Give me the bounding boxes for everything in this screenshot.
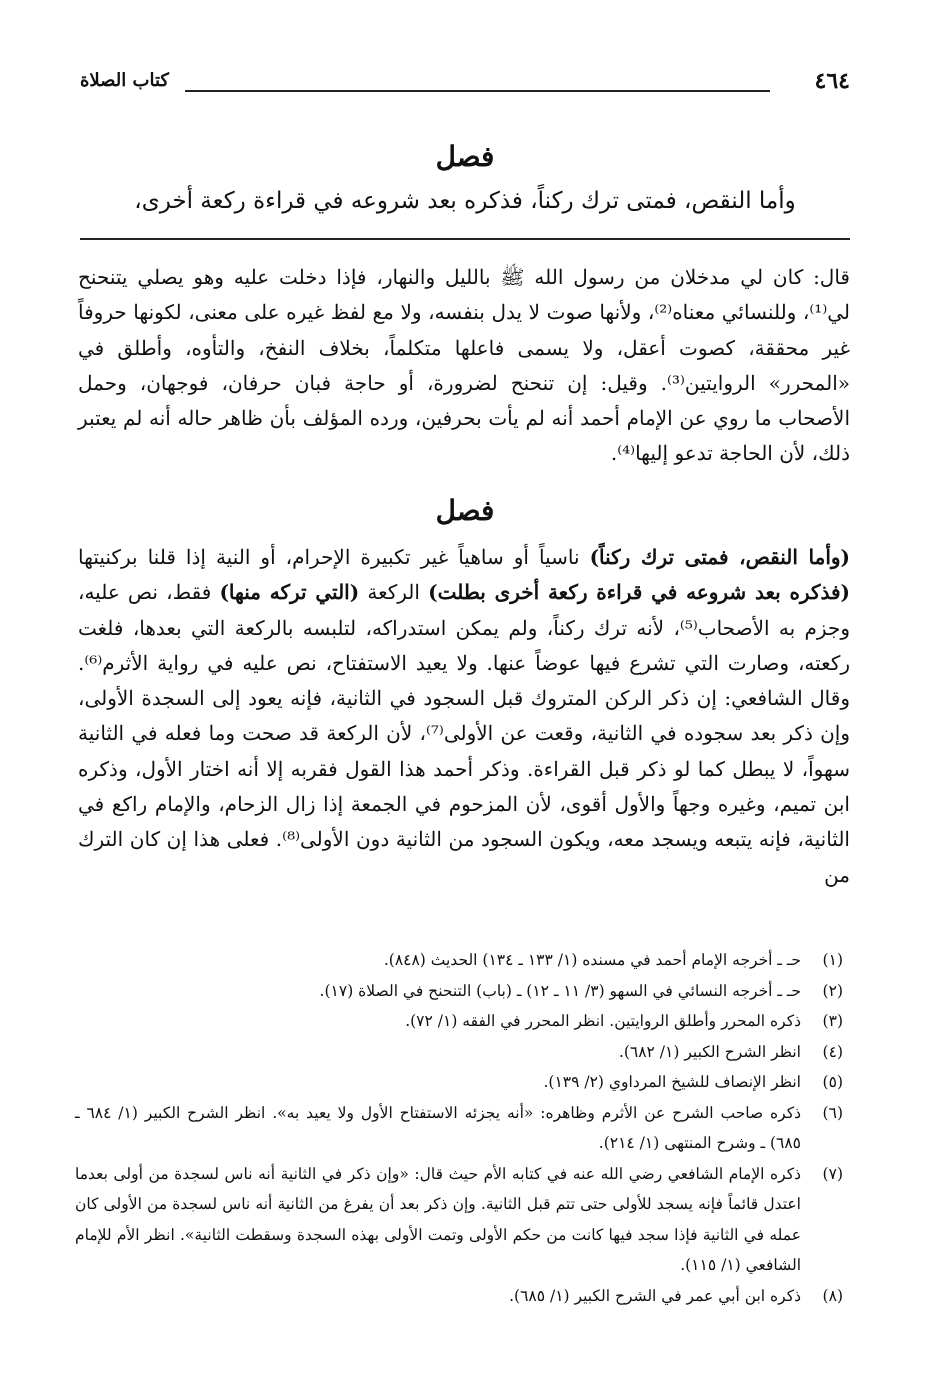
footnote-text: ذكره الإمام الشافعي رضي الله عنه في كتابه الأم حيث قال: «وإن ذكر في الثانية أنه ناس لسجدة من أولى بعدما اعتدل قائماً فإنه يسجد للأولى حتى تتم قبل الثانية. وإن ذكر بعد أن يفرغ من الثانية أنه ناس لسجدة من الأولى كان عمله في الثانية فإذا سجد فيها كانت من حكم الأولى وتمت الأولى بهذه السجدة وسقطت الثانية». انظر الأم للإمام الشافعي (١/ ١١٥). [75,1164,801,1274]
book-title: كتاب الصلاة [80,70,169,91]
footnote-text: حـ ـ أخرجه النسائي في السهو (٣/ ١١ ـ ١٢) ـ (باب) التنحنح في الصلاة (١٧). [319,981,801,1000]
footnote [75,1067,843,1098]
matn-segment: (وأما النقص، فمتى ترك ركناً) [589,545,851,569]
footnote-number: (٦) [822,1103,843,1122]
footnote-number: (٤) [822,1042,843,1061]
footnotes [75,945,843,1311]
footnote [75,1006,843,1037]
footnote-number: (٥) [822,1073,843,1091]
footnote-text: ذكره صاحب الشرح عن الأثرم وظاهره: «أنه يجزئه الاستفتاح الأول ولا يعيد به». انظر الشرح الكبير (١/ ٦٨٤ ـ ٦٨٥) ـ وشرح المنتهى (١/ ٢١٤). [75,1103,802,1152]
footnote [75,1098,843,1159]
footnote-text: ذكره المحرر وأطلق الروايتين. انظر المحرر في الفقه (١/ ٧٢). [405,1012,801,1030]
matn-text: وأما النقص، فمتى ترك ركناً، فذكره بعد شروعه في قراءة ركعة أخرى، [134,188,796,214]
commentary-paragraph-2 [78,540,850,893]
sharh-segment: ناسياً أو ساهياً غير تكبيرة الإحرام، أو النية إذا قلنا بركنيتها [78,545,590,569]
footnote [75,945,843,976]
page-number: ٤٦٤ [814,68,850,94]
footnote-number: (٢) [822,981,843,1000]
section-heading-2: فصل [435,494,495,527]
footnote-text: حـ ـ أخرجه الإمام أحمد في مسنده (١/ ١٣٣ ـ ١٣٤) الحديث (٨٤٨). [383,951,801,969]
footnote-text: انظر الشرح الكبير (١/ ٦٨٢). [618,1042,801,1061]
footnote-text: ذكره ابن أبي عمر في الشرح الكبير (١/ ٦٨٥). [509,1286,801,1305]
sharh-segment: فقط، نص عليه، وجزم به الأصحاب⁽⁵⁾، لأنه ترك ركناً، ولم يمكن استدراكه، لتلبسه بالركعة التي بعدها، فلغت ركعته، وصارت التي تشرع فيها عوضاً عنها. ولا يعيد الاستفتاح، نص عليه في رواية الأثرم⁽⁶⁾. وقال الشافعي: إن ذكر الركن المتروك قبل السجود في الثانية، فإنه يعود إلى السجدة الأولى، وإن ذكر بعد سجوده في الثانية، وقعت عن الأولى⁽⁷⁾، لأن الركعة قد صحت وما فعله في الثانية سهواً، لا يبطل كما لو ذكر قبل القراءة. وذكر أحمد هذا القول فقربه إلا أنه اختار الأول، وذكره ابن تميم، وغيره وجهاً والأول أقوى، لأن المزحوم في الجمعة إذا زال الزحام، والإمام راكع في الثانية، فإنه يتبعه ويسجد معه، ويكون السجود من الثانية دون الأولى⁽⁸⁾. فعلى هذا إن كان الترك من [78,580,851,887]
running-header [80,68,850,102]
footnote [75,1159,843,1281]
footnote [75,1037,843,1068]
footnote [75,976,843,1007]
footnote-number: (٧) [822,1164,843,1183]
matn-segment: (التي تركه منها) [219,580,360,605]
footnote [75,1281,843,1312]
footnote-text: انظر الإنصاف للشيخ المرداوي (٢/ ١٣٩). [543,1073,801,1091]
matn-segment: (فذكره بعد شروعه في قراءة ركعة أخرى بطلت) [428,580,850,605]
matn-separator [80,238,850,240]
footnote-number: (١) [822,951,843,969]
header-rule [185,90,770,92]
commentary-paragraph-1: قال: كان لي مدخلان من رسول الله ﷺ بالليل والنهار، فإذا دخلت عليه وهو يصلي يتنحنح لي⁽¹⁾، وللنسائي معناه⁽²⁾، ولأنها صوت لا يدل بنفسه، ولا مع لفظ غيره على معنى، لكونها حروفاً غير محققة، كصوت أعقل، ولا يسمى فاعلها متكلماً، بخلاف النفخ، والتأوه، وأطلق في «المحرر» الروايتين⁽³⁾. وقيل: إن تنحنح لضرورة، أو حاجة فبان حرفان، فوجهان، وحمل الأصحاب ما روي عن الإمام أحمد أنه لم يأت بحرفين، ورده المؤلف بأن ظاهر حاله أنه لم يعتبر ذلك، لأن الحاجة تدعو إليها⁽⁴⁾. [78,265,850,466]
footnote-number: (٣) [822,1012,843,1030]
sharh-segment: الركعة [359,580,429,605]
section-heading-1: فصل [435,140,495,173]
footnote-number: (٨) [822,1286,843,1305]
